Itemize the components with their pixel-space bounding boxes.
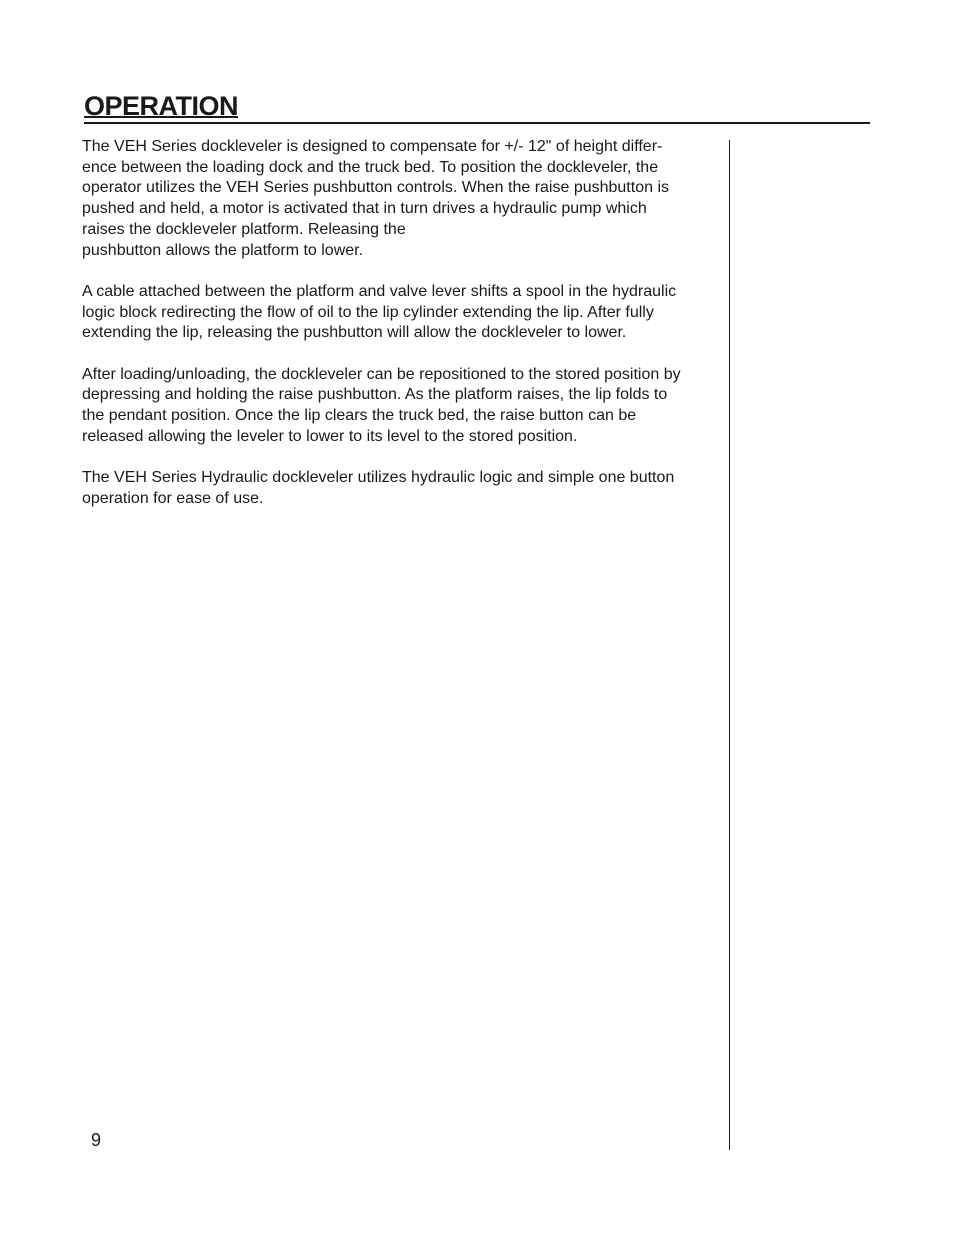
- section-header: [84, 90, 870, 124]
- column-divider: [729, 140, 730, 1150]
- paragraph-summary: The VEH Series Hydraulic dockleveler utilizes hydraulic logic and simple one button operation for ease of use.: [82, 469, 675, 507]
- paragraph-repositioning: After loading/unloading, the dockleveler can be repositioned to the stored position by depressing and holding the raise pushbutton. As the platform raises, the lip folds to the pendant position. Once the lip clears the truck bed, the raise button can be released allowing the leveler to lower to its level to the stored position.: [82, 365, 681, 445]
- body-text: [82, 137, 722, 530]
- paragraph-positioning: The VEH Series dockleveler is designed to compensate for +/- 12" of height differ- ence between the loading dock and the truck bed. To position the dockleveler, the operator utilizes the VEH Series pushbutton controls. When the raise pushbutton is pushed and held, a motor is activated that in turn drives a hydraulic pump which raises the dockleveler platform. Releasing the pushbutton allows the platform to lower.: [82, 138, 669, 259]
- paragraph-lip-extension: A cable attached between the platform and valve lever shifts a spool in the hydraulic logic block redirecting the flow of oil to the lip cylinder extending the lip. After fully extending the lip, releasing the pushbutton will allow the dockleveler to lower.: [82, 282, 677, 342]
- page-number: 9: [91, 1130, 102, 1150]
- page-title: OPERATION: [84, 91, 239, 121]
